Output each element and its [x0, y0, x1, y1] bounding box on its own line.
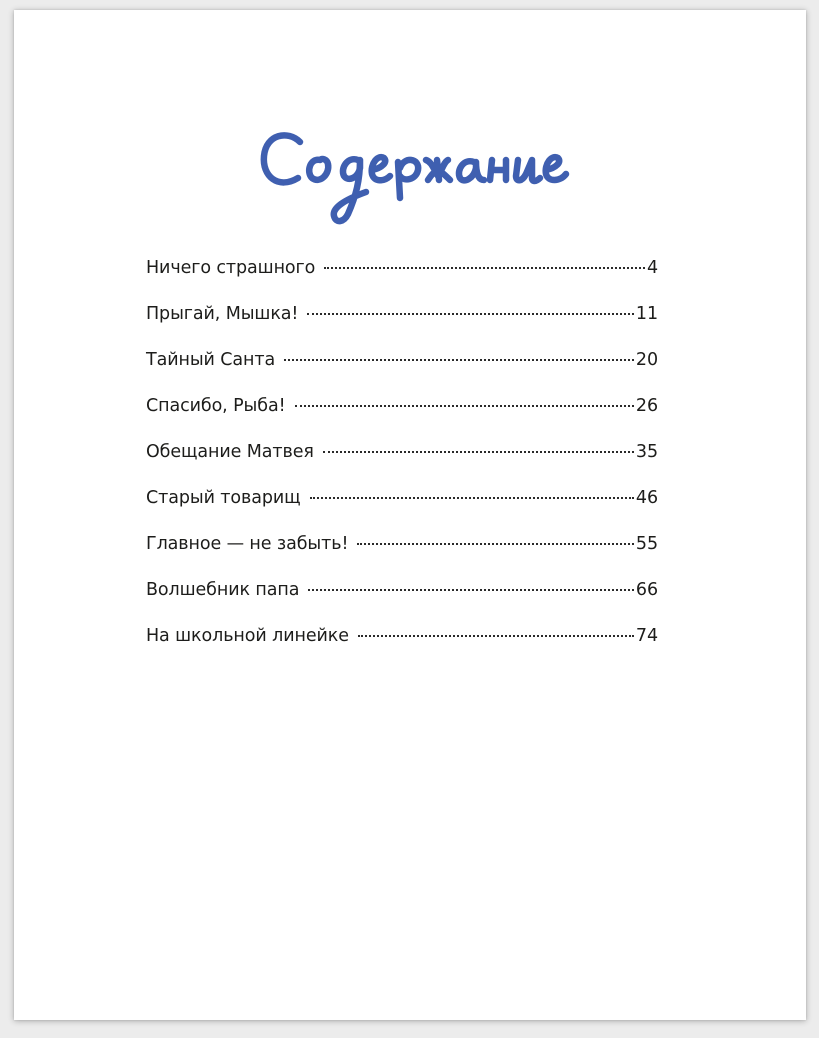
toc-entry-title: Спасибо, Рыба! — [146, 396, 286, 416]
dot-leader — [307, 313, 634, 315]
toc-entry[interactable] — [146, 626, 658, 672]
page-title — [248, 120, 578, 230]
toc-entry-title: Волшебник папа — [146, 580, 300, 600]
dot-leader — [308, 589, 634, 591]
toc-entry-title: Тайный Санта — [146, 350, 276, 370]
toc-entry-page: 35 — [635, 442, 658, 462]
toc-entry[interactable] — [146, 534, 658, 580]
toc-entry-title: Главное — не забыть! — [146, 534, 349, 554]
toc-entry-page: 26 — [635, 396, 658, 416]
toc-entry-title: На школьной линейке — [146, 626, 349, 646]
toc-entry[interactable] — [146, 350, 658, 396]
toc-entry[interactable] — [146, 258, 658, 304]
dot-leader — [357, 543, 634, 545]
toc-entry-page: 66 — [635, 580, 658, 600]
dot-leader — [284, 359, 634, 361]
dot-leader — [358, 635, 634, 637]
toc-entry[interactable] — [146, 304, 658, 350]
dot-leader — [324, 267, 645, 269]
dot-leader — [295, 405, 634, 407]
toc-entry-title: Ничего страшного — [146, 258, 316, 278]
table-of-contents — [146, 258, 658, 672]
toc-entry-page: 74 — [635, 626, 658, 646]
toc-entry[interactable] — [146, 488, 658, 534]
handwritten-title — [248, 120, 578, 230]
toc-entry-title: Прыгай, Мышка! — [146, 304, 299, 324]
toc-entry-title: Старый товарищ — [146, 488, 301, 508]
toc-entry[interactable] — [146, 580, 658, 626]
toc-entry-page: 55 — [635, 534, 658, 554]
toc-entry-page: 4 — [646, 258, 658, 278]
dot-leader — [310, 497, 634, 499]
toc-entry-page: 46 — [635, 488, 658, 508]
toc-entry[interactable] — [146, 396, 658, 442]
toc-entry-title: Обещание Матвея — [146, 442, 314, 462]
toc-entry[interactable] — [146, 442, 658, 488]
dot-leader — [323, 451, 634, 453]
toc-entry-page: 11 — [635, 304, 658, 324]
toc-entry-page: 20 — [635, 350, 658, 370]
document-page — [14, 10, 806, 1020]
